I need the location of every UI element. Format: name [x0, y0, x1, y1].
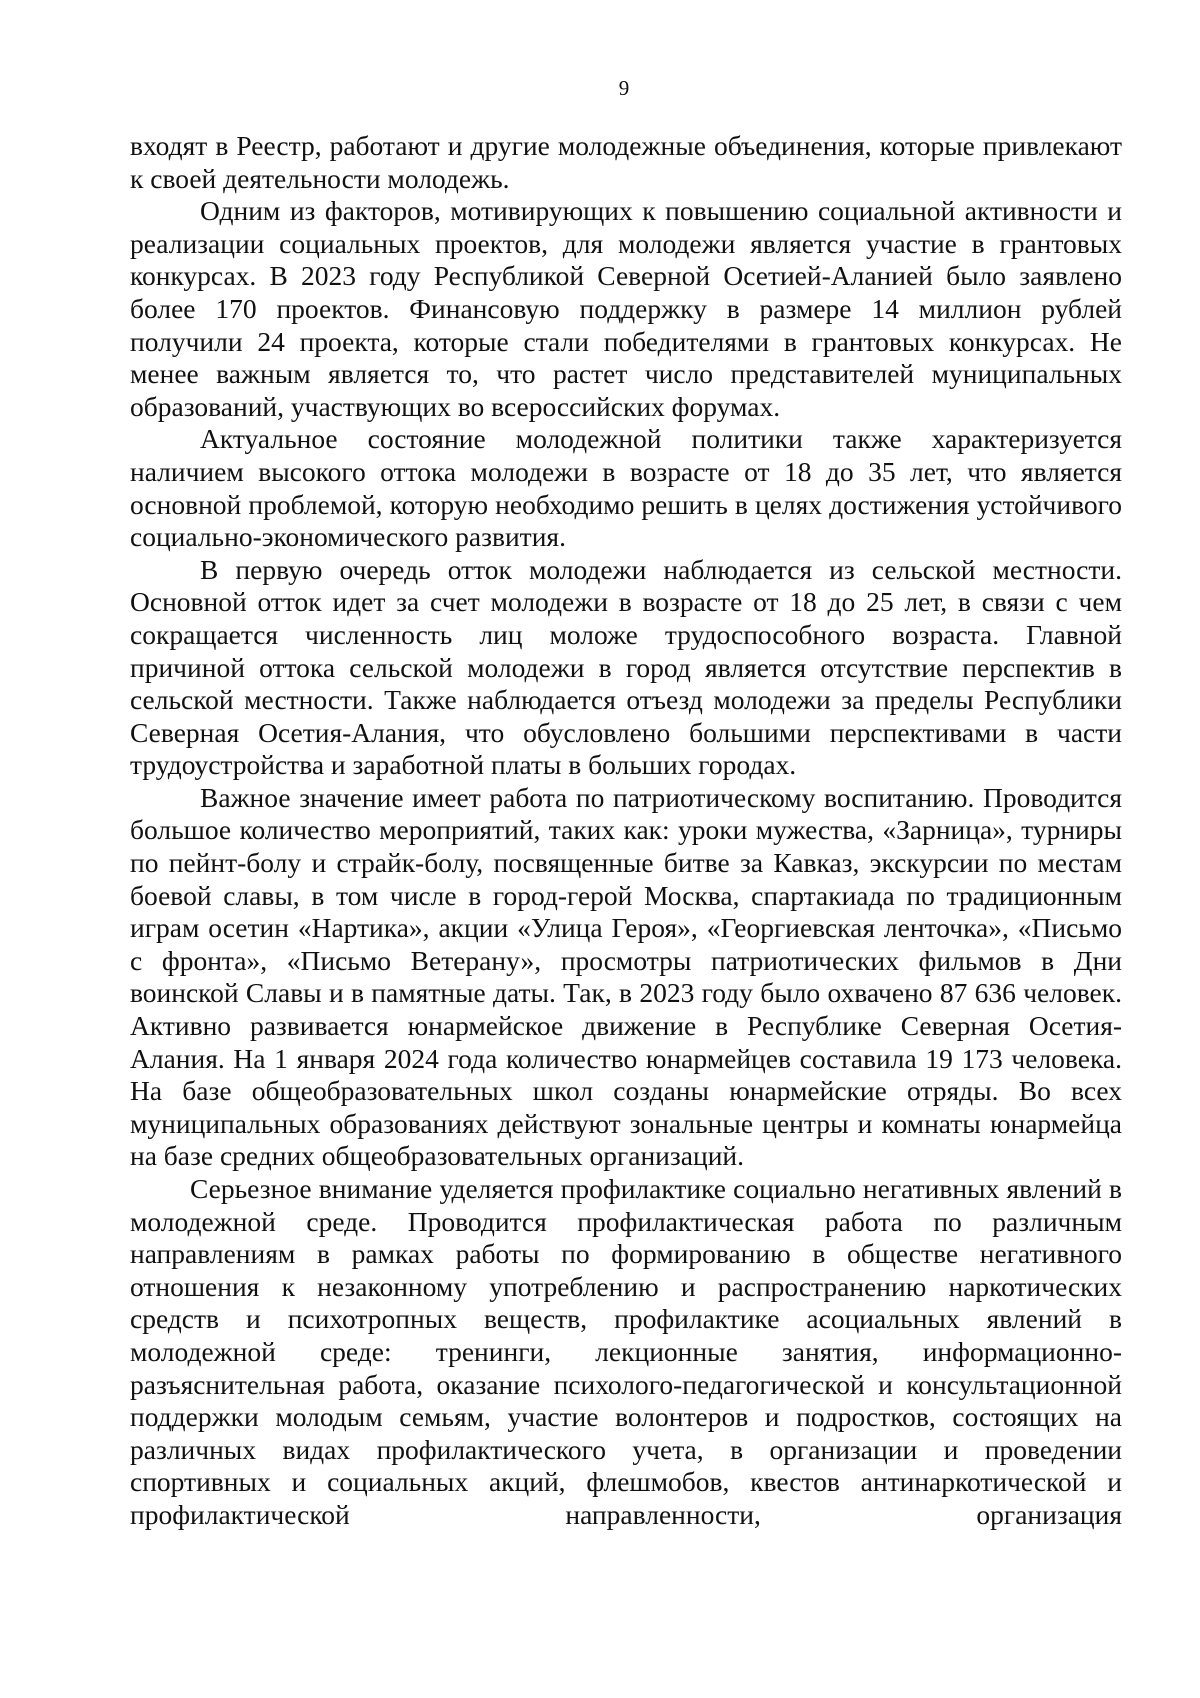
page-number: 9 — [618, 76, 630, 100]
paragraph-registry-continuation: входят в Реестр, работают и другие молодежные объединения, которые привлекают к своей деятельности молодежь. — [130, 130, 1122, 194]
body-text — [130, 130, 1122, 1532]
paragraph-patriotic-education: Важное значение имеет работа по патриотическому воспитанию. Проводится большое количество мероприятий, таких как: уроки мужества, «Зарница», турниры по пейнт-болу и страйк-болу, посвященные битве за Кавказ, экскурсии по местам боевой славы, в том числе в город-герой Москва, спартакиада по традиционным играм осетин «Нартика», акции «Улица Героя», «Георгиевская ленточка», «Письмо с фронта», «Письмо Ветерану», просмотры патриотических фильмов в Дни воинской Славы и в памятные даты. Так, в 2023 году было охвачено 87 636 человек. Активно развивается юнармейское движение в Республике Северная Осетия-Алания. На 1 января 2024 года количество юнармейцев составила 19 173 человека. На базе общеобразовательных школ созданы юнармейские отряды. Во всех муниципальных образованиях действуют зональные центры и комнаты юнармейца на базе средних общеобразовательных организаций. — [130, 781, 1122, 1172]
paragraph-grant-contests: Одним из факторов, мотивирующих к повышению социальной активности и реализации социальных проектов, для молодежи является участие в грантовых конкурсах. В 2023 году Республикой Северной Осетией-Аланией было заявлено более 170 проектов. Финансовую поддержку в размере 14 миллион рублей получили 24 проекта, которые стали победителями в грантовых конкурсах. Не менее важным является то, что растет число представителей муниципальных образований, участвующих во всероссийских форумах. — [130, 195, 1122, 422]
paragraph-rural-outflow: В первую очередь отток молодежи наблюдается из сельской местности. Основной отток идет за счет молодежи в возрасте от 18 до 25 лет, в связи с чем сокращается численность лиц моложе трудоспособного возраста. Главной причиной оттока сельской молодежи в город является отсутствие перспектив в сельской местности. Также наблюдается отъезд молодежи за пределы Республики Северная Осетия-Алания, что обусловлено большими перспективами в части трудоустройства и заработной платы в больших городах. — [130, 553, 1122, 781]
paragraph-youth-outflow: Актуальное состояние молодежной политики также характеризуется наличием высокого оттока молодежи в возрасте от 18 до 35 лет, что является основной проблемой, которую необходимо решить в целях достижения устойчивого социально-экономического развития. — [130, 423, 1122, 553]
paragraph-prevention: Серьезное внимание уделяется профилактике социально негативных явлений в молодежной среде. Проводится профилактическая работа по различным направлениям в рамках работы по формированию в обществе негативного отношения к незаконному употреблению и распространению наркотических средств и психотропных веществ, профилактике асоциальных явлений в молодежной среде: тренинги, лекционные занятия, информационно-разъяснительная работа, оказание психолого-педагогической и консультационной поддержки молодым семьям, участие волонтеров и подростков, состоящих на различных видах профилактического учета, в организации и проведении спортивных и социальных акций, флешмобов, квестов антинаркотической и профилактической направленности, организация — [130, 1173, 1122, 1530]
